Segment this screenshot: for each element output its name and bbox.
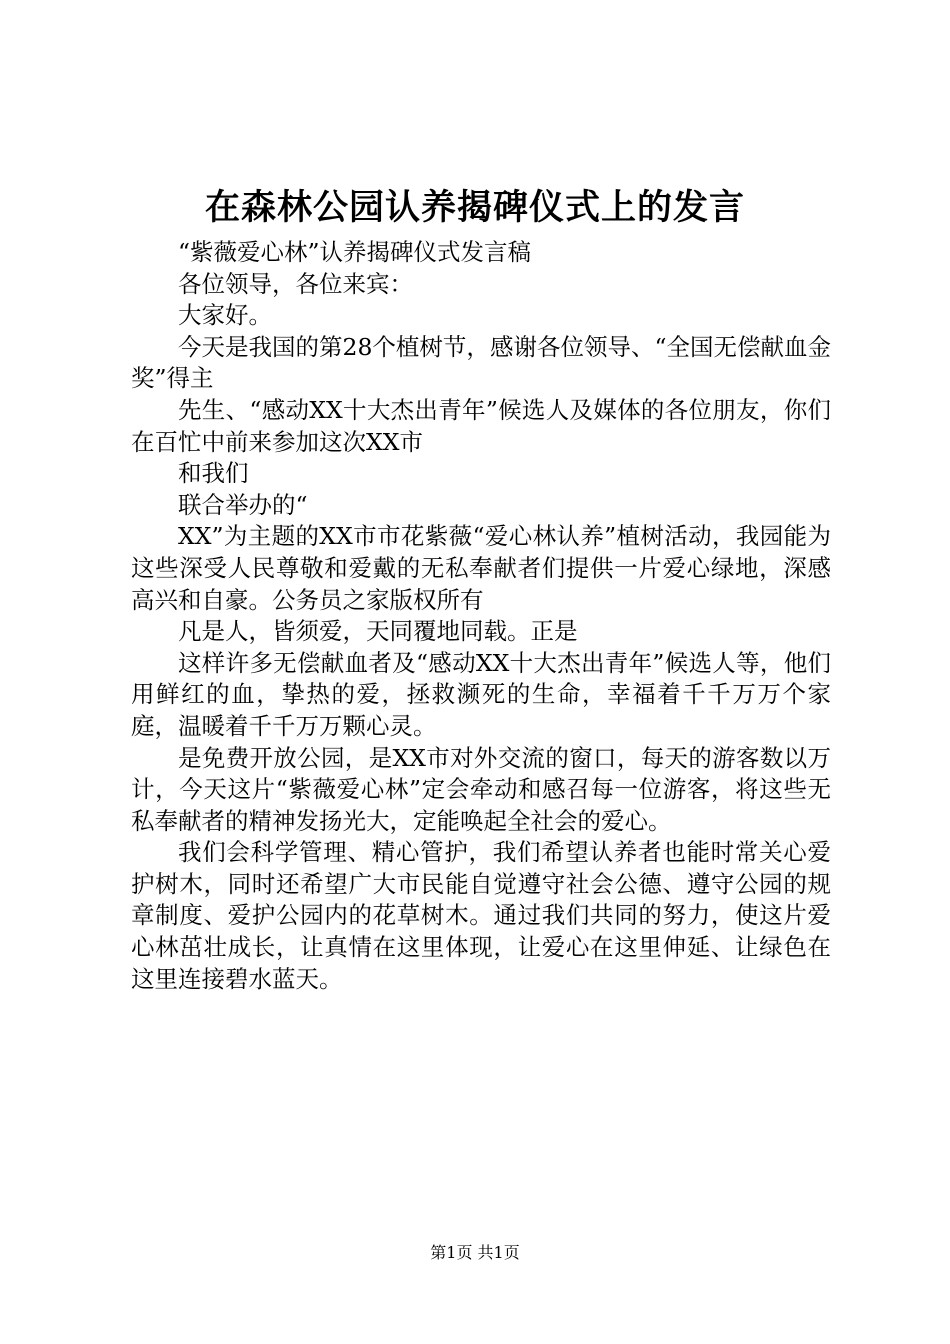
paragraph: 联合举办的“ bbox=[178, 490, 308, 519]
paragraph: 这样许多无偿献血者及“感动XX十大杰出青年”候选人等，他们用鲜红的血，挚热的爱，拯救濒死的生命，幸福着千千万万个家庭，温暖着千千万万颗心灵。 bbox=[131, 648, 831, 740]
paragraph: 先生、“感动XX十大杰出青年”候选人及媒体的各位朋友，你们在百忙中前来参加这次XX市 bbox=[131, 395, 831, 456]
document-body bbox=[131, 237, 831, 995]
page-footer: 第1页 共1页 bbox=[430, 1243, 520, 1262]
paragraph: 今天是我国的第28个植树节，感谢各位领导、“全国无偿献血金奖”得主 bbox=[131, 332, 831, 393]
paragraph: 大家好。 bbox=[178, 301, 272, 330]
paragraph: 是免费开放公园，是XX市对外交流的窗口，每天的游客数以万计，今天这片“紫薇爱心林”定会牵动和感召每一位游客，将这些无私奉献者的精神发扬光大，定能唤起全社会的爱心。 bbox=[131, 743, 831, 835]
paragraph: 和我们 bbox=[178, 459, 249, 488]
paragraph: 我们会科学管理、精心管护，我们希望认养者也能时常关心爱护树木，同时还希望广大市民能自觉遵守社会公德、遵守公园的规章制度、爱护公园内的花草树木。通过我们共同的努力，使这片爱心林茁壮成长，让真情在这里体现，让爱心在这里伸延、让绿色在这里连接碧水蓝天。 bbox=[131, 838, 831, 993]
paragraph: 凡是人，皆须爱，天同覆地同载。正是 bbox=[178, 617, 578, 646]
paragraph: “紫薇爱心林”认养揭碑仪式发言稿 bbox=[178, 238, 532, 266]
document-title: 在森林公园认养揭碑仪式上的发言 bbox=[204, 187, 745, 228]
paragraph: XX”为主题的XX市市花紫薇“爱心林认养”植树活动，我园能为这些深受人民尊敬和爱戴的无私奉献者们提供一片爱心绿地，深感高兴和自豪。公务员之家版权所有 bbox=[131, 522, 831, 614]
paragraph: 各位领导，各位来宾： bbox=[178, 269, 413, 298]
